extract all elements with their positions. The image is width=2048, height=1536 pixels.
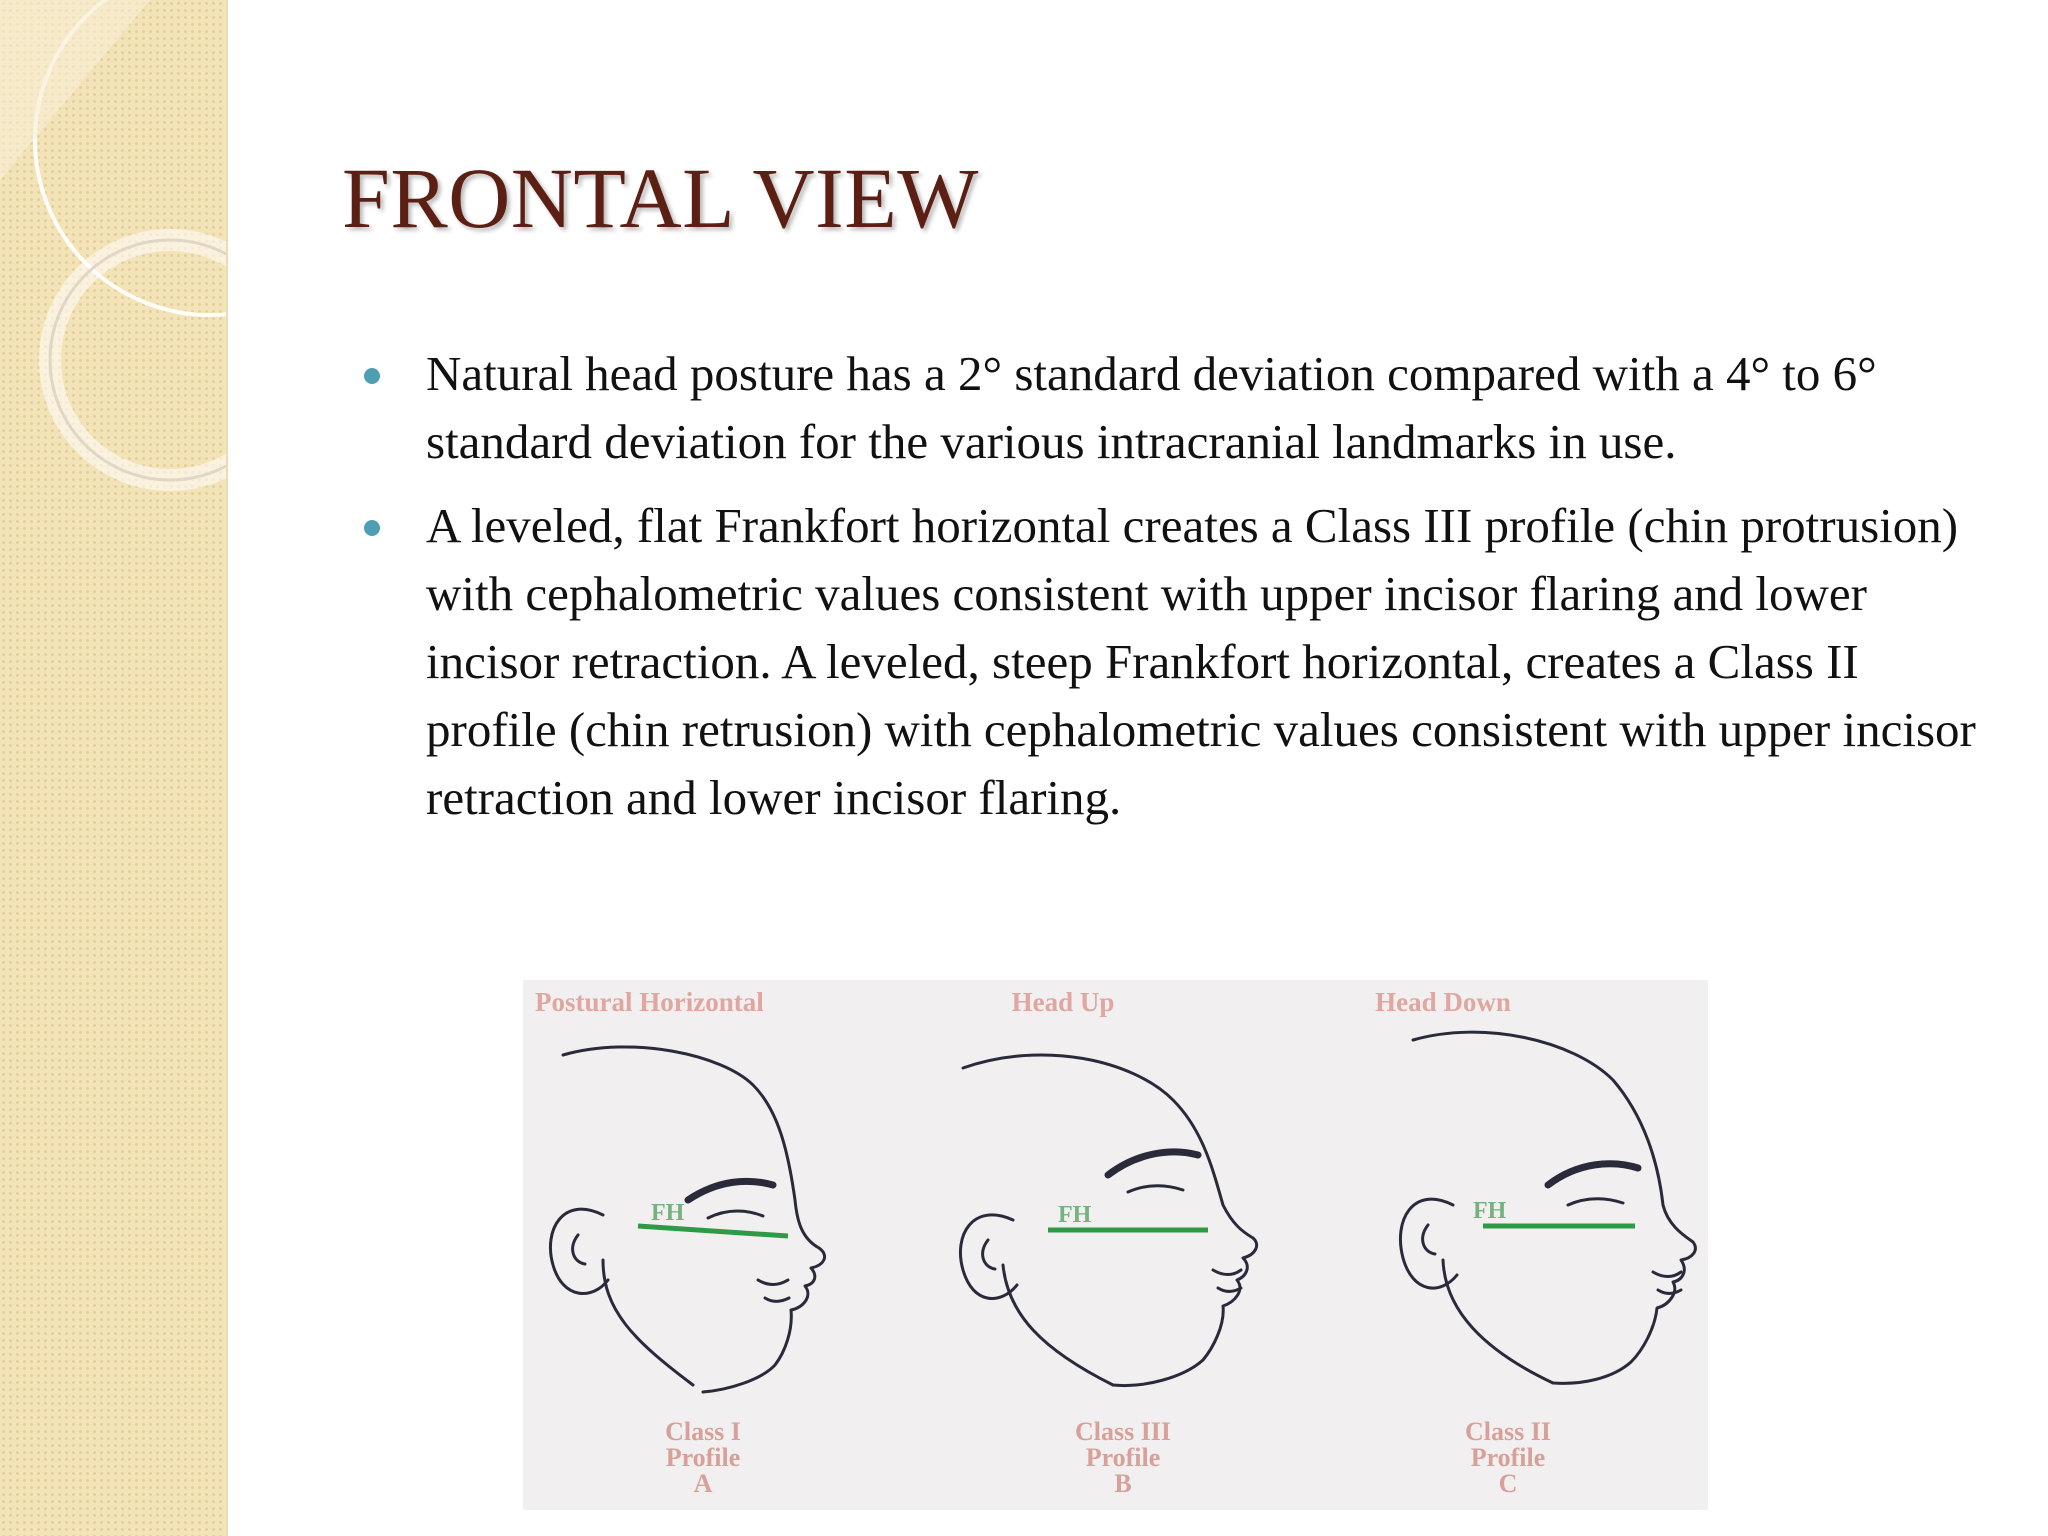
head-posture-figure [523,980,1708,1510]
bullet-dot-icon [364,520,380,536]
head-outline-icon [1400,1032,1695,1383]
panel-letter: C [1498,1469,1518,1498]
class-label: Class I [665,1417,741,1446]
decorative-sidebar [0,0,228,1536]
head-profiles-illustration [523,980,1708,1510]
bullet-dot-icon [364,368,380,384]
panel-c [1375,987,1695,1498]
fh-label: FH [1473,1198,1507,1224]
fh-line [638,1226,788,1236]
head-outline-icon [550,1047,824,1392]
bullet-text: A leveled, flat Frankfort horizontal creates a Class III profile (chin protrusion) with cephalometric values consistent with upper incisor flaring and lower incisor retraction. A leveled, steep Frankfort horizontal, creates a Class II profile (chin retrusion) with cephalometric values consistent with upper incisor retraction and lower incisor flaring. [426,498,1976,825]
profile-label: Profile [665,1443,741,1472]
head-outline-icon [960,1055,1256,1386]
decorative-rings [0,0,228,520]
panel-letter: B [1114,1469,1132,1498]
panel-b [960,987,1256,1498]
fh-label: FH [651,1200,685,1226]
panel-letter: A [693,1469,713,1498]
profile-label: Profile [1470,1443,1546,1472]
panel-heading: Postural Horizontal [535,987,764,1017]
panel-heading: Head Down [1375,987,1511,1017]
slide-title: FRONTAL VIEW [342,150,979,246]
panel-a [535,987,825,1498]
fh-label: FH [1058,1202,1092,1228]
profile-label: Profile [1085,1443,1161,1472]
bullet-text: Natural head posture has a 2° standard deviation compared with a 4° to 6° standard deviation for the various intracranial landmarks in use. [426,346,1877,469]
class-label: Class III [1074,1417,1172,1446]
class-label: Class II [1465,1417,1551,1446]
panel-heading: Head Up [1011,987,1115,1017]
bullet-item [360,340,1990,476]
bullet-item [360,492,1990,832]
bullet-list [360,340,1990,848]
sidebar-divider [226,0,228,1536]
